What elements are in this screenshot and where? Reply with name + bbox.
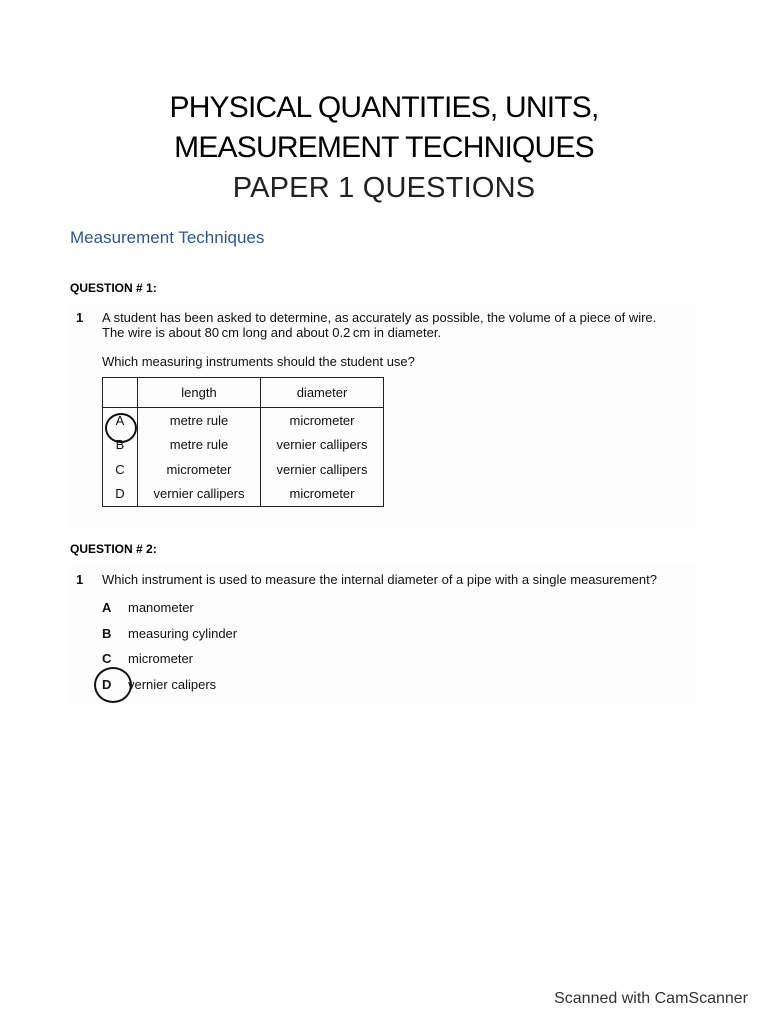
question-2-label: QUESTION # 2: <box>70 542 157 556</box>
table-header-row <box>103 378 384 408</box>
question-2-number: 1 <box>76 572 84 587</box>
table-header-blank <box>103 378 138 408</box>
option-text: micrometer <box>128 651 194 666</box>
document-title <box>0 88 768 208</box>
option-letter: C <box>102 651 112 666</box>
title-line-2: MEASUREMENT TECHNIQUES <box>174 131 594 164</box>
table-header-diameter: diameter <box>261 378 384 408</box>
question-2-text: Which instrument is used to measure the internal diameter of a pipe with a single measurement? <box>102 572 657 587</box>
table-row <box>103 433 384 458</box>
diameter-cell: micrometer <box>261 408 384 433</box>
question-1-prompt: Which measuring instruments should the student use? <box>102 354 415 369</box>
option-text: measuring cylinder <box>128 626 238 641</box>
camscanner-watermark: Scanned with CamScanner <box>554 990 748 1007</box>
option-text: manometer <box>128 600 194 615</box>
option-letter: A <box>102 600 112 615</box>
length-cell: micrometer <box>138 457 261 482</box>
question-1-text <box>102 310 696 340</box>
length-cell: vernier callipers <box>138 482 261 507</box>
title-line-1: PHYSICAL QUANTITIES, UNITS, <box>169 91 599 124</box>
option-text: vernier calipers <box>128 677 217 692</box>
length-cell: metre rule <box>138 408 261 433</box>
diameter-cell: vernier callipers <box>261 457 384 482</box>
option-letter: C <box>103 457 138 482</box>
question-1-text-line-1: A student has been asked to determine, as accurately as possible, the volume of a piece of wire. <box>102 310 657 325</box>
diameter-cell: vernier callipers <box>261 433 384 458</box>
answer-circle-mark <box>105 413 137 443</box>
question-1-scan <box>70 305 696 527</box>
answer-circle-mark <box>94 667 132 703</box>
option-letter: B <box>103 433 138 458</box>
option-letter: D <box>102 677 112 692</box>
question-1-number: 1 <box>76 310 84 325</box>
question-1-text-line-2: The wire is about 80 cm long and about 0.2 cm in diameter. <box>102 325 442 340</box>
answer-table <box>102 377 384 507</box>
section-heading: Measurement Techniques <box>70 228 265 247</box>
subtitle: PAPER 1 QUESTIONS <box>232 172 536 204</box>
option-letter: A <box>103 408 138 433</box>
option-letter: D <box>103 482 138 507</box>
length-cell: metre rule <box>138 433 261 458</box>
table-row <box>103 457 384 482</box>
option-letter: B <box>102 626 112 641</box>
question-2-scan <box>70 565 696 705</box>
question-1-label: QUESTION # 1: <box>70 281 157 295</box>
table-header-length: length <box>138 378 261 408</box>
diameter-cell: micrometer <box>261 482 384 507</box>
table-row <box>103 408 384 433</box>
table-row <box>103 482 384 507</box>
